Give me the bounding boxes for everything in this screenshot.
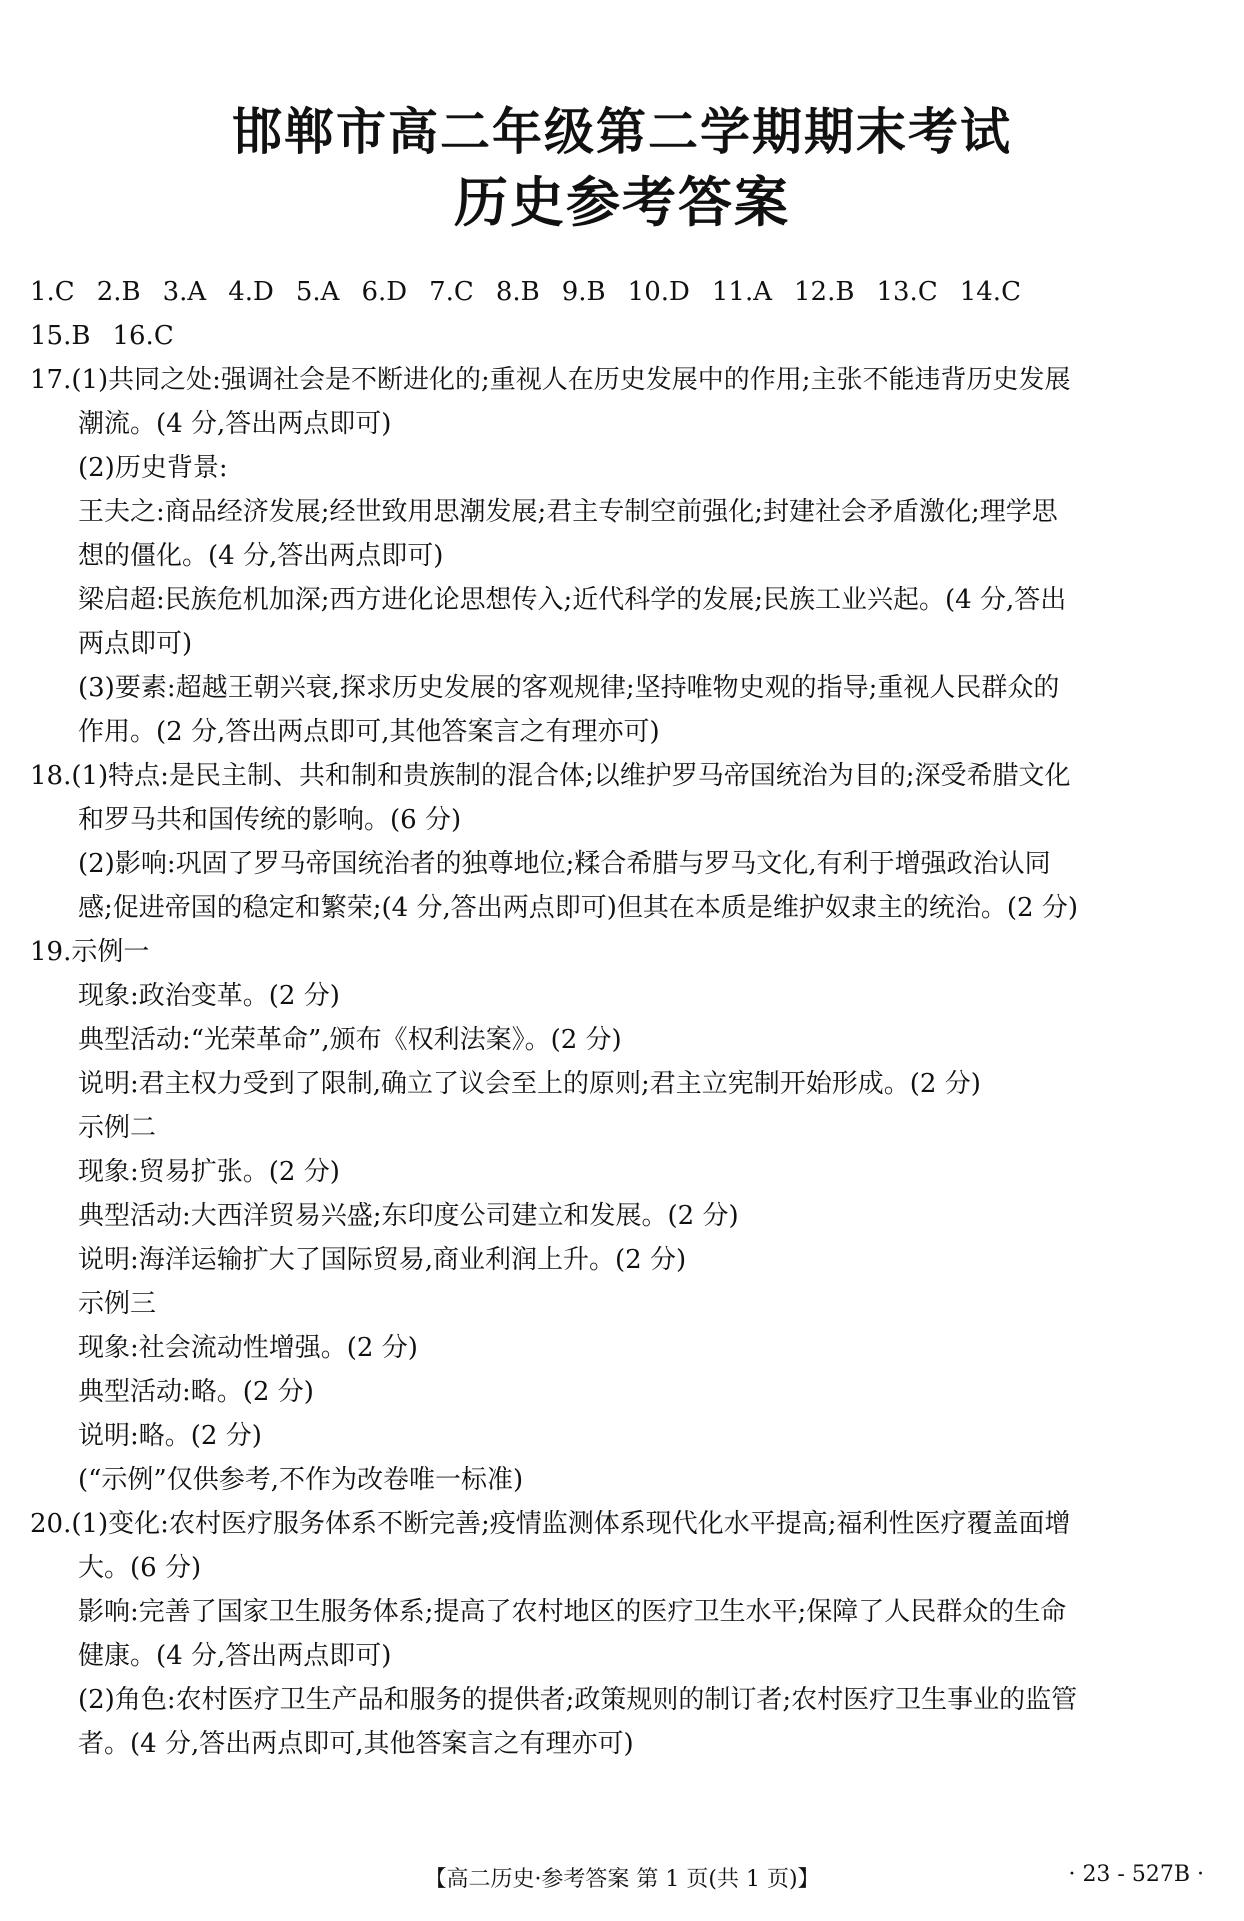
answer-line: (2)影响:巩固了罗马帝国统治者的独尊地位;糅合希腊与罗马文化,有利于增强政治认同 [78,849,1051,879]
mc-answer: 9.B [561,277,606,307]
mc-answers-row-2 [30,314,1220,358]
mc-answer: 10.D [627,277,690,307]
answer-line: (2)角色:农村医疗卫生产品和服务的提供者;政策规则的制订者;农村医疗卫生事业的监管 [78,1685,1078,1715]
mc-answer: 6.D [361,277,408,307]
answer-line: 18.(1)特点:是民主制、共和制和贵族制的混合体;以维护罗马帝国统治为目的;深受希腊文化 [30,761,1071,791]
answer-lines [30,358,1220,1766]
answer-line: 19.示例一 [30,937,150,967]
footer-page-info: 【高二历史·参考答案 第 1 页(共 1 页)】 [424,1867,820,1892]
mc-answers-row-1 [30,270,1220,314]
answer-line: (3)要素:超越王朝兴衰,探求历史发展的客观规律;坚持唯物史观的指导;重视人民群众的 [78,673,1060,703]
answer-line: 说明:略。(2 分) [78,1421,262,1451]
mc-answer: 7.C [429,277,474,307]
mc-answer: 12.B [794,277,855,307]
answer-line: 大。(6 分) [78,1553,202,1583]
mc-answer: 13.C [876,277,938,307]
answer-line: 潮流。(4 分,答出两点即可) [78,409,392,439]
answer-line: 和罗马共和国传统的影响。(6 分) [78,805,462,835]
mc-answer: 4.D [228,277,274,307]
answer-line: 典型活动:略。(2 分) [78,1377,314,1407]
answer-line: 说明:君主权力受到了限制,确立了议会至上的原则;君主立宪制开始形成。(2 分) [78,1069,981,1099]
answer-line: 健康。(4 分,答出两点即可) [78,1641,392,1671]
answer-line: 影响:完善了国家卫生服务体系;提高了农村地区的医疗卫生水平;保障了人民群众的生命 [78,1597,1067,1627]
answer-line: 现象:贸易扩张。(2 分) [78,1157,340,1187]
answer-line: 现象:政治变革。(2 分) [78,981,340,1011]
exam-title: 邯郸市高二年级第二学期期末考试 [232,103,1012,161]
answer-key-title: 历史参考答案 [454,171,790,234]
answer-line: 现象:社会流动性增强。(2 分) [78,1333,418,1363]
answer-line: (2)历史背景: [78,453,228,483]
answer-line: 17.(1)共同之处:强调社会是不断进化的;重视人在历史发展中的作用;主张不能违背历史发展 [30,365,1071,395]
answer-content [30,270,1220,1766]
answer-line: 感;促进帝国的稳定和繁荣;(4 分,答出两点即可)但其在本质是维护奴隶主的统治。(2 分) [78,893,1078,923]
mc-answer: 1.C [30,277,75,307]
answer-line: 两点即可) [78,629,193,659]
footer-code: · 23 - 527B · [1068,1862,1204,1887]
mc-answer: 16.C [112,321,174,351]
answer-line: 梁启超:民族危机加深;西方进化论思想传入;近代科学的发展;民族工业兴起。(4 分,答出 [78,585,1067,615]
answer-line: (“示例”仅供参考,不作为改卷唯一标准) [78,1465,524,1495]
answer-line: 者。(4 分,答出两点即可,其他答案言之有理亦可) [78,1729,634,1759]
answer-line: 王夫之:商品经济发展;经世致用思潮发展;君主专制空前强化;封建社会矛盾激化;理学思 [78,497,1058,527]
answer-line: 作用。(2 分,答出两点即可,其他答案言之有理亦可) [78,717,660,747]
mc-answer: 5.A [295,277,340,307]
answer-line: 典型活动:大西洋贸易兴盛;东印度公司建立和发展。(2 分) [78,1201,739,1231]
mc-answer: 11.A [711,277,772,307]
answer-line: 20.(1)变化:农村医疗服务体系不断完善;疫情监测体系现代化水平提高;福利性医疗覆盖面增 [30,1509,1071,1539]
mc-answer: 15.B [30,321,91,351]
answer-line: 说明:海洋运输扩大了国际贸易,商业利润上升。(2 分) [78,1245,687,1275]
mc-answer: 2.B [96,277,141,307]
mc-answer: 8.B [495,277,540,307]
answer-line: 示例三 [78,1289,157,1319]
answer-line: 典型活动:“光荣革命”,颁布《权利法案》。(2 分) [78,1025,622,1055]
mc-answer: 14.C [959,277,1021,307]
answer-line: 想的僵化。(4 分,答出两点即可) [78,541,444,571]
answer-line: 示例二 [78,1113,157,1143]
mc-answer: 3.A [162,277,207,307]
